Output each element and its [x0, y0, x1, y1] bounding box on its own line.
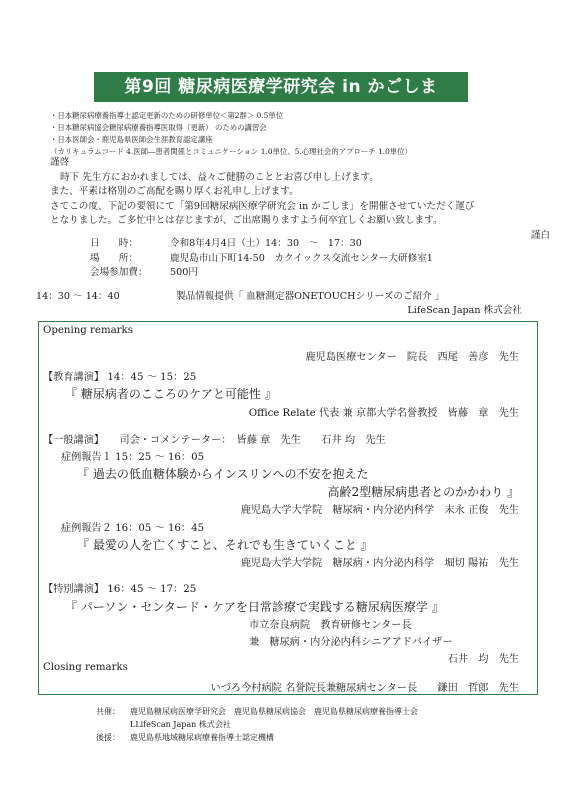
case1-title: 『 過去の低血糖体験からインスリンへの不安を抱えた	[77, 467, 369, 481]
page-title: 第9回 糖尿病医療学研究会 in かごしま	[94, 72, 468, 102]
sponsor-session	[36, 290, 522, 318]
credit-item: （カリキュラムコード 4.医師―患者関係とコミュニケーション 1.0単位、5.心理社会的アプローチ 1.0単位）	[50, 147, 412, 156]
support-label: 後援：	[96, 733, 120, 742]
detail-value: 500円	[170, 267, 198, 278]
credit-item: ・日本医師会・鹿児島県医師会生涯教育認定講座	[50, 135, 213, 144]
credit-item: ・日本糖尿病協会糖尿病療養指導医取得（更新） のための講習会	[50, 123, 267, 132]
case2-speaker: 鹿児島大学大学院 糖尿病・内分泌内科学 堀切 陽祐 先生	[240, 558, 519, 569]
edu-lecture-speaker: Office Relate 代表 兼 京都大学名誉教授 皆藤 章 先生	[248, 408, 519, 419]
special-affiliation: 市立奈良病院 教育研修センター長	[249, 620, 412, 631]
detail-label: 場 所：	[90, 252, 138, 264]
edu-lecture-title: 『 糖尿病者のこころのケアと可能性 』	[65, 387, 277, 401]
special-lecture-heading: 【特別講演】 16：45 ～ 17：25	[43, 584, 197, 595]
sponsor-time: 14：30 ～ 14：40	[36, 291, 120, 302]
cohost-orgs: 鹿児島糖尿病医療学研究会 鹿児島県糖尿病協会 鹿児島県糖尿病療養指導士会	[130, 707, 418, 716]
case1-heading: 症例報告１ 15：25 ～ 16：05	[61, 452, 205, 463]
special-lecture-title: 『 パーソン・センタード・ケアを日常診療で実践する糖尿病医療学 』	[65, 600, 444, 614]
case2-title: 『 最愛の人を亡くすこと、それでも生きていくこと 』	[77, 538, 373, 552]
credit-item: ・日本糖尿病療養指導士認定更新のための研修単位＜第2群＞ 0.5単位	[50, 111, 284, 120]
event-details	[90, 237, 433, 281]
detail-row-venue	[90, 252, 433, 267]
opening-label: Opening remarks	[43, 325, 133, 336]
special-affiliation-cont: 兼 糖尿病・内分泌内科シニアアドバイザー	[249, 637, 453, 648]
greeting-line: 時下 先生方におかれましては、益々ご健勝のこととお喜び申し上げます。	[60, 171, 379, 183]
closing-label: Closing remarks	[43, 662, 128, 673]
sponsor-text: 製品情報提供「 血糖測定器ONETOUCHシリーズのご紹介 」	[176, 291, 445, 302]
cohost-label: 共催：	[96, 707, 120, 716]
case1-title-cont: 高齢2型糖尿病患者とのかかわり 』	[327, 485, 519, 499]
general-lecture-heading: 【一般講演】 司会・コメンテーター： 皆藤 章 先生 石井 均 先生	[43, 435, 386, 446]
greeting-opening: 謹啓	[50, 157, 70, 168]
detail-value: 令和8年4月4日（土）14：30 ～ 17：30	[170, 238, 362, 249]
detail-row-date	[90, 237, 433, 252]
program-box	[38, 321, 538, 695]
detail-row-fee	[90, 266, 433, 281]
greeting-line: また、平素は格別のご高配を賜り厚くお礼申し上げます。	[50, 186, 299, 197]
detail-value: 鹿児島市山下町14-50 カクイックス交流センター大研修室1	[170, 252, 433, 264]
closing-speaker: いづろ今村病院 名誉院長兼糖尿病センター長 鎌田 哲郎 先生	[210, 683, 519, 694]
greeting-line: さてこの度、下記の要領にて「第9回糖尿病医療学研究会 in かごしま」を開催させていただく運び	[50, 200, 475, 212]
support-org: 鹿児島県地域糖尿病療養指導士認定機構	[130, 733, 274, 742]
detail-label: 会場参加費：	[90, 267, 148, 278]
cohost-company: LLifeScan Japan 株式会社	[130, 720, 231, 729]
sponsor-company: LifeScan Japan 株式会社	[407, 305, 522, 316]
greeting-line: となりました。ご多忙中とは存じますが、ご出席賜りますよう何卒宜しくお願い致します。	[50, 215, 443, 226]
credits-list	[50, 110, 550, 158]
case1-speaker: 鹿児島大学大学院 糖尿病・内分泌内科学 末永 正俊 先生	[240, 505, 519, 516]
detail-label: 日 時：	[90, 238, 138, 249]
greeting-letter	[50, 156, 550, 243]
footer	[96, 705, 418, 744]
greeting-closing: 謹白	[530, 229, 550, 241]
edu-lecture-heading: 【教育講演】 14：45 ～ 15：25	[43, 372, 197, 383]
special-speaker: 石井 均 先生	[447, 654, 519, 665]
opening-speaker: 鹿児島医療センター 院長 西尾 善彦 先生	[305, 352, 519, 363]
case2-heading: 症例報告２ 16：05 ～ 16：45	[61, 523, 205, 534]
